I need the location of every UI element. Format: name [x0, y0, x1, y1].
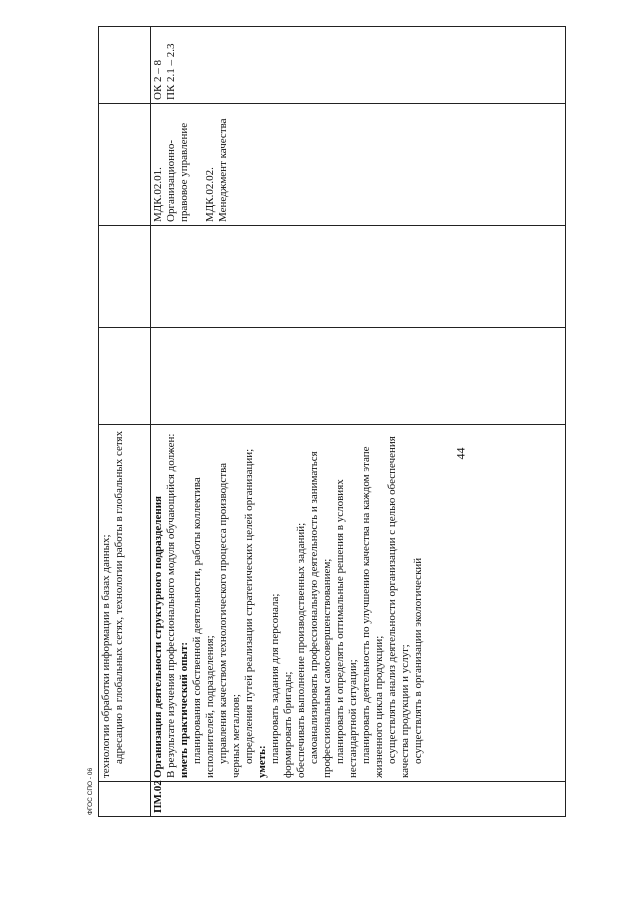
content-cell [99, 425, 151, 782]
content-line: самоанализировать профессиональную деятельность и заниматься профессиональным самосовершенствованием; [308, 451, 333, 778]
page-number: 44 [453, 447, 468, 460]
content-line: планировать задания для персонала; [269, 593, 281, 764]
hours-cell [151, 226, 566, 328]
discipline-item: МДК.02.02. Менеджмент качества [204, 118, 229, 222]
hours-cell [99, 328, 151, 425]
content-line: Организация деятельности структурного подразделения [152, 496, 164, 778]
module-code: ПМ.02 [152, 780, 164, 813]
rotated-page [98, 27, 566, 817]
content-line: формировать бригады; [282, 671, 294, 778]
content-line: обеспечивать выполнение производственных заданий; [295, 522, 307, 778]
discipline-cell [99, 104, 151, 226]
content-cell [151, 425, 566, 782]
table-row [151, 27, 566, 817]
content-line: планировать и определять оптимальные решения в условиях нестандартной ситуации; [334, 479, 359, 778]
content-line: иметь практический опыт: [178, 641, 190, 778]
hours-cell [151, 328, 566, 425]
content-line: В результате изучения профессионального модуля обучающийся должен: [165, 433, 177, 778]
content-line: технологии обработки информации в базах данных; [100, 534, 112, 778]
discipline-cell [151, 104, 566, 226]
competency-cell [99, 27, 151, 104]
competency-item: ПК 2.1 – 2.3 [165, 43, 177, 100]
spacer [191, 107, 204, 222]
footer-code: ФГОС СПО - 06 [87, 767, 94, 815]
content-line: определения путей реализации стратегических целей организации; [243, 448, 255, 764]
code-cell [99, 782, 151, 817]
content-line: осуществлять в организации экологический [412, 557, 424, 764]
code-cell [151, 782, 566, 817]
content-line: уметь: [256, 745, 268, 778]
hours-cell [99, 226, 151, 328]
curriculum-table [98, 26, 566, 817]
content-line: адресацию в глобальных сетях, технологии работы в глобальных сетях [113, 430, 125, 764]
content-line: планирования собственной деятельности, работы коллектива исполнителей, подразделения; [191, 477, 216, 778]
table-row [99, 27, 151, 817]
content-line: планировать деятельность по улучшению качества на каждом этапе жизненного цикла продукции; [360, 446, 385, 778]
content-line: осуществлять анализ деятельности организации с целью обеспечения качества продукции и услуг; [386, 436, 411, 778]
competency-item: ОК 2 – 8 [152, 59, 164, 100]
discipline-item: МДК.02.01. Организационно-правовое управление [152, 122, 190, 222]
competency-cell [151, 27, 566, 104]
content-line: управления качеством технологического процесса производства черных металлов; [217, 462, 242, 778]
